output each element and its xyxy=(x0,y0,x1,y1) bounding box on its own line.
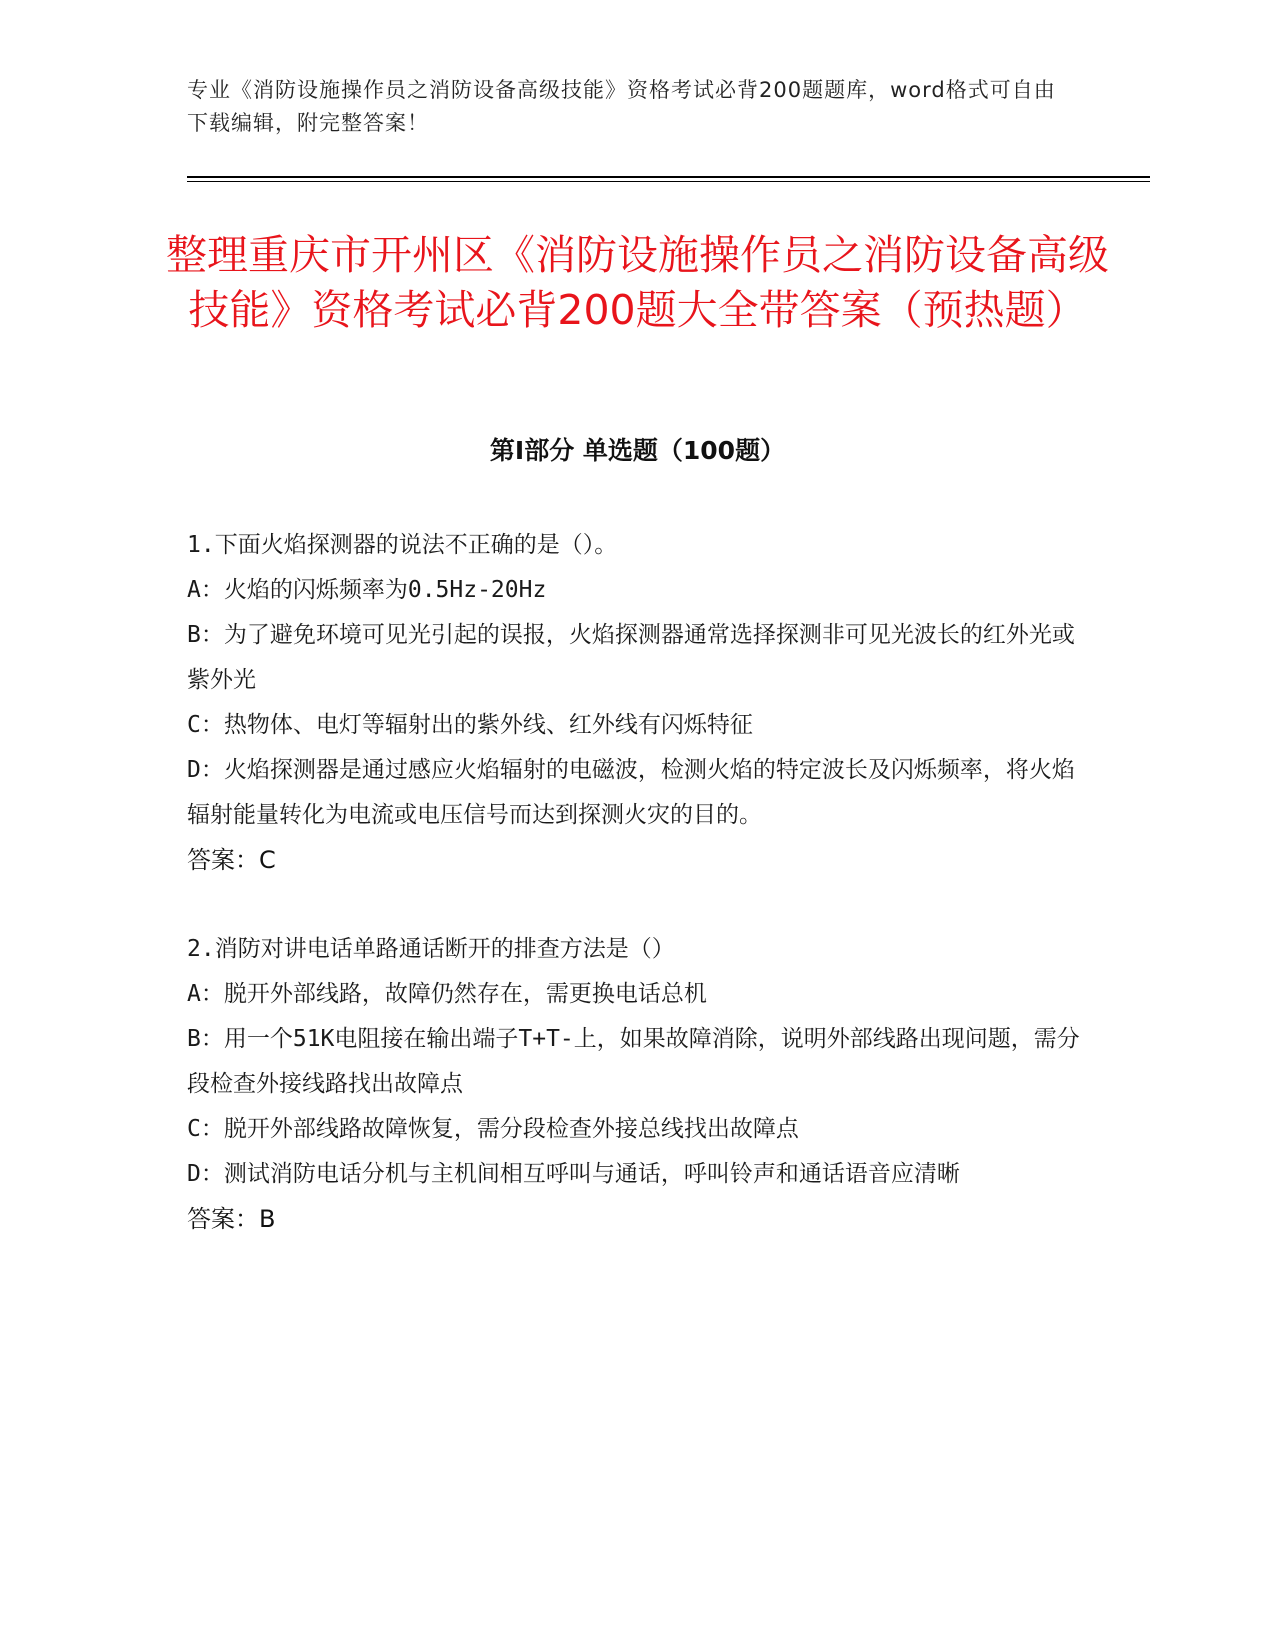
question-spacer xyxy=(187,883,1087,927)
question-list xyxy=(187,523,1087,1242)
option-b: B：为了避免环境可见光引起的误报，火焰探测器通常选择探测非可见光波长的红外光或紫外光 xyxy=(187,622,1075,693)
document-title: 整理重庆市开州区《消防设施操作员之消防设备高级技能》资格考试必背200题大全带答案（预热题） xyxy=(166,231,1109,334)
question-stem: 1.下面火焰探测器的说法不正确的是（）。 xyxy=(187,532,618,558)
header-note: 专业《消防设施操作员之消防设备高级技能》资格考试必背200题题库，word格式可自由下载编辑，附完整答案！ xyxy=(187,78,1056,135)
question-stem: 2.消防对讲电话单路通话断开的排查方法是（） xyxy=(187,936,675,962)
option-c: C：热物体、电灯等辐射出的紫外线、红外线有闪烁特征 xyxy=(187,712,753,738)
section-title: 第I部分 单选题（100题） xyxy=(489,436,786,465)
option-a: A：脱开外部线路，故障仍然存在，需更换电话总机 xyxy=(187,981,707,1007)
header-rule-thick xyxy=(187,176,1150,178)
option-d: D：火焰探测器是通过感应火焰辐射的电磁波，检测火焰的特定波长及闪烁频率，将火焰辐射能量转化为电流或电压信号而达到探测火灾的目的。 xyxy=(187,757,1075,828)
question-1 xyxy=(187,523,1087,883)
option-b: B：用一个51K电阻接在输出端子T+T-上，如果故障消除，说明外部线路出现问题，需分段检查外接线路找出故障点 xyxy=(187,1026,1080,1097)
answer: 答案：C xyxy=(187,846,276,874)
option-a: A：火焰的闪烁频率为0.5Hz-20Hz xyxy=(187,577,547,603)
option-d: D：测试消防电话分机与主机间相互呼叫与通话，呼叫铃声和通话语音应清晰 xyxy=(187,1161,960,1187)
question-2 xyxy=(187,927,1087,1242)
header-rule-thin xyxy=(187,181,1150,182)
answer: 答案：B xyxy=(187,1205,276,1233)
option-c: C：脱开外部线路故障恢复，需分段检查外接总线找出故障点 xyxy=(187,1116,799,1142)
